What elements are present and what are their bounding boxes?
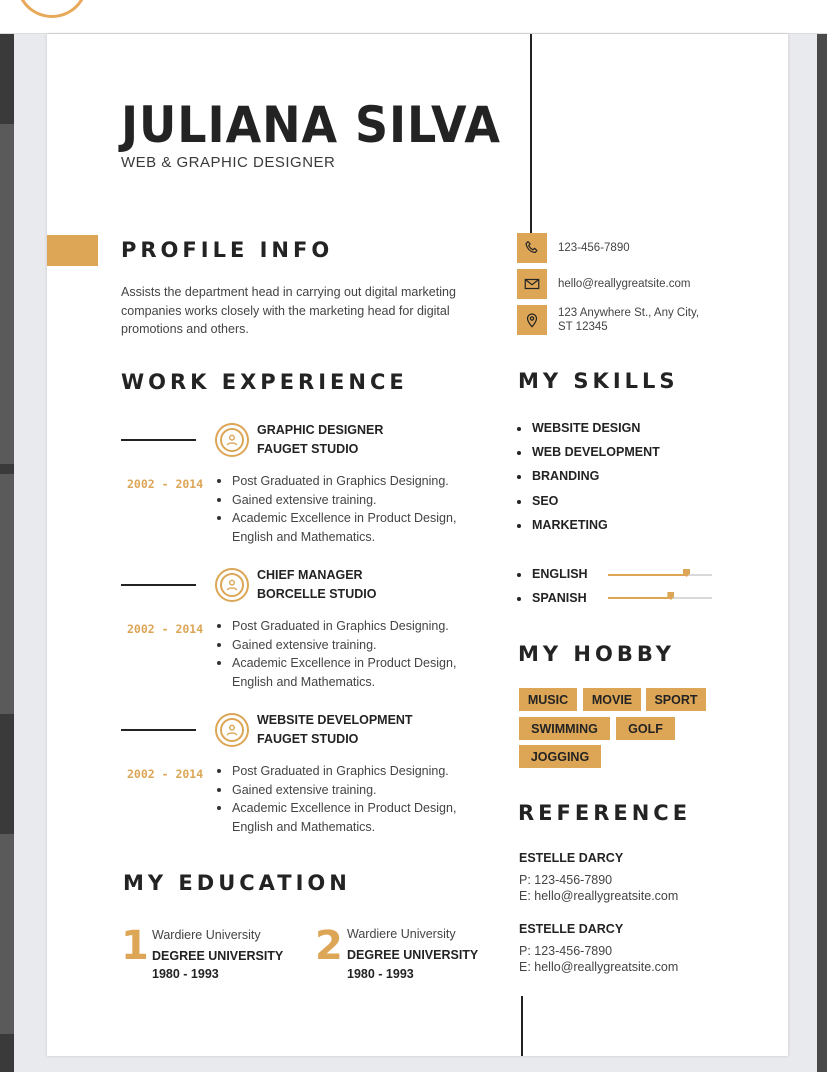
phone-icon: [517, 233, 547, 263]
resume-page: [47, 34, 788, 1056]
skill-item: WEBSITE DESIGN: [517, 421, 660, 445]
education-university: Wardiere University: [152, 928, 261, 942]
education-number: 2: [315, 923, 343, 969]
language-level-fill: [608, 574, 686, 576]
job-company: BORCELLE STUDIO: [257, 587, 377, 601]
candidate-title: WEB & GRAPHIC DESIGNER: [121, 154, 336, 171]
education-degree: DEGREE UNIVERSITY: [347, 948, 479, 962]
hobby-tag: MUSIC: [519, 688, 577, 711]
job-bullet: Post Graduated in Graphics Designing.: [217, 617, 487, 636]
hobby-tag: GOLF: [616, 717, 675, 740]
email-text: hello@reallygreatsite.com: [558, 278, 691, 290]
reference-name: ESTELLE DARCY: [519, 851, 624, 865]
address-line-1: 123 Anywhere St., Any City,: [558, 307, 700, 319]
language-item: ENGLISH: [517, 567, 588, 591]
job-bullets: [217, 762, 487, 836]
reference-phone: P: 123-456-7890: [519, 873, 613, 887]
language-level-bar: [608, 574, 712, 576]
job-bullet: Academic Excellence in Product Design, English and Mathematics.: [217, 654, 487, 691]
skill-item: WEB DEVELOPMENT: [517, 445, 660, 469]
language-level-fill: [608, 597, 670, 599]
job-bullets: [217, 617, 487, 691]
reference-name: ESTELLE DARCY: [519, 922, 624, 936]
hobby-tag: SPORT: [646, 688, 706, 711]
bottom-divider-line: [521, 996, 523, 1056]
top-bar: [0, 0, 827, 34]
profile-text: Assists the department head in carrying out digital marketing companies works closely with the marketing head for digital promotions and others.: [121, 285, 456, 336]
job-company: FAUGET STUDIO: [257, 442, 359, 456]
user-icon: [215, 423, 249, 457]
reference-phone: P: 123-456-7890: [519, 944, 613, 958]
education-degree: DEGREE UNIVERSITY: [152, 949, 284, 963]
work-experience-heading: WORK EXPERIENCE: [121, 370, 408, 394]
skills-heading: MY SKILLS: [518, 369, 679, 393]
top-divider-line: [530, 34, 532, 234]
address-text: [558, 306, 699, 334]
education-number: 1: [121, 923, 149, 969]
job-bullet: Academic Excellence in Product Design, English and Mathematics.: [217, 509, 487, 546]
skills-list: [517, 421, 660, 542]
education-years: 1980 - 1993: [152, 967, 219, 981]
job-title: [257, 711, 413, 749]
job-role: GRAPHIC DESIGNER: [257, 423, 384, 437]
job-title: [257, 566, 376, 604]
education-university: Wardiere University: [347, 927, 456, 941]
left-background-strip: [0, 34, 14, 1072]
user-icon: [215, 713, 249, 747]
languages-list: [517, 567, 588, 615]
profile-heading: PROFILE INFO: [121, 238, 334, 262]
skill-item: MARKETING: [517, 518, 660, 542]
skill-item: SEO: [517, 494, 660, 518]
contact-email: [517, 269, 690, 299]
job-divider: [121, 439, 196, 441]
job-bullet: Gained extensive training.: [217, 781, 487, 800]
job-divider: [121, 729, 196, 731]
hobby-tag: JOGGING: [519, 745, 601, 768]
job-bullets: [217, 472, 487, 546]
job-bullet: Post Graduated in Graphics Designing.: [217, 762, 487, 781]
hobby-tag: SWIMMING: [519, 717, 610, 740]
address-line-2: ST 12345: [558, 321, 608, 333]
job-bullet: Gained extensive training.: [217, 491, 487, 510]
job-role: WEBSITE DEVELOPMENT: [257, 713, 413, 727]
education-years: 1980 - 1993: [347, 967, 414, 981]
right-background-strip: [817, 34, 827, 1072]
job-bullet: Academic Excellence in Product Design, English and Mathematics.: [217, 799, 487, 836]
mail-icon: [517, 269, 547, 299]
language-item: SPANISH: [517, 591, 588, 615]
contact-address: [517, 305, 699, 335]
location-pin-icon: [517, 305, 547, 335]
job-years: 2002 - 2014: [127, 477, 204, 491]
skill-item: BRANDING: [517, 469, 660, 493]
job-years: 2002 - 2014: [127, 622, 204, 636]
profile-accent-block: [47, 235, 98, 266]
reference-email: E: hello@reallygreatsite.com: [519, 889, 679, 903]
reference-email: E: hello@reallygreatsite.com: [519, 960, 679, 974]
job-bullet: Post Graduated in Graphics Designing.: [217, 472, 487, 491]
job-divider: [121, 584, 196, 586]
job-role: CHIEF MANAGER: [257, 568, 363, 582]
hobby-tag: MOVIE: [583, 688, 641, 711]
job-bullet: Gained extensive training.: [217, 636, 487, 655]
language-level-bar: [608, 597, 712, 599]
reference-heading: REFERENCE: [518, 801, 692, 825]
education-heading: MY EDUCATION: [123, 871, 351, 895]
phone-text: 123-456-7890: [558, 242, 630, 254]
job-title: [257, 421, 383, 459]
user-icon: [215, 568, 249, 602]
job-years: 2002 - 2014: [127, 767, 204, 781]
contact-phone: [517, 233, 630, 263]
candidate-name: JULIANA SILVA: [121, 96, 501, 154]
job-company: FAUGET STUDIO: [257, 732, 359, 746]
hobby-heading: MY HOBBY: [518, 642, 675, 666]
